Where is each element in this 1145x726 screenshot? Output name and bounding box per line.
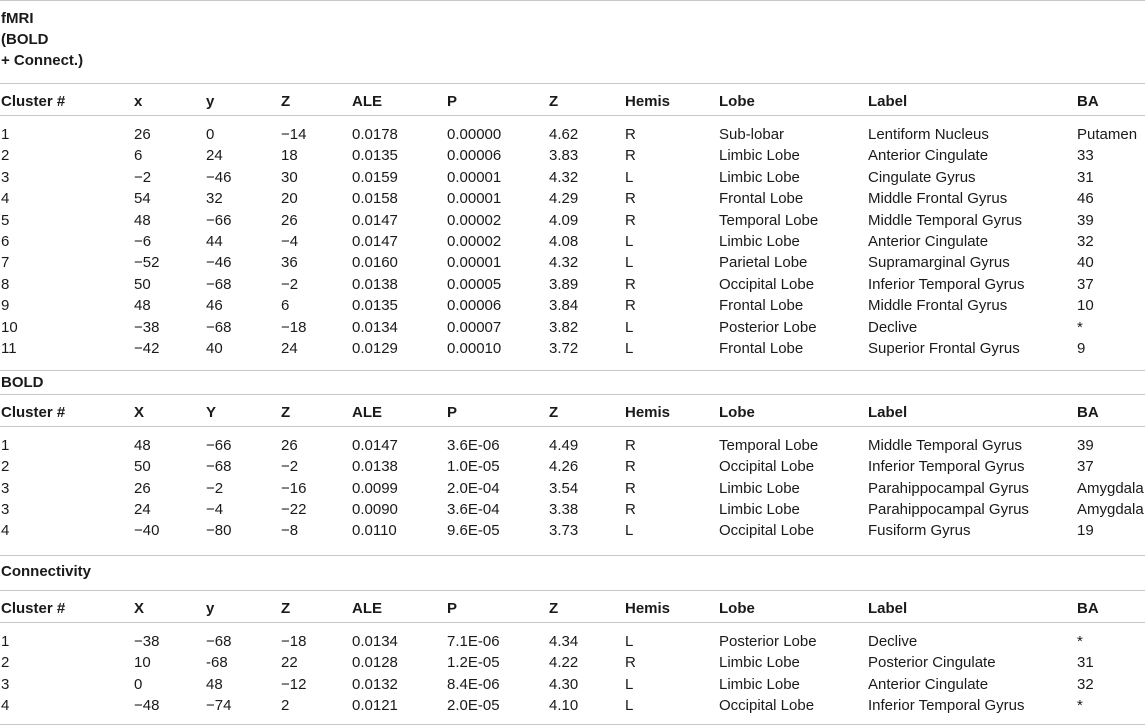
- table-cell: 4.32: [549, 168, 579, 186]
- table-cell: −2: [281, 275, 299, 293]
- table-cell: Declive: [868, 318, 918, 336]
- column-header: y: [206, 93, 215, 110]
- table-cell: Lentiform Nucleus: [868, 126, 989, 143]
- table-cell: L: [625, 233, 634, 250]
- table-cell: 32: [1077, 675, 1094, 693]
- table-cell: 3: [1, 168, 10, 186]
- table-cell: 0.0129: [352, 340, 398, 357]
- column-header: Lobe: [719, 404, 755, 421]
- table-cell: 32: [206, 190, 223, 208]
- table-cell: 0: [134, 675, 143, 693]
- table-cell: 3.54: [549, 479, 579, 497]
- table-cell: Middle Temporal Gyrus: [868, 437, 1022, 454]
- table-cell: Middle Frontal Gyrus: [868, 190, 1008, 208]
- table-cell: 0.0147: [352, 211, 398, 229]
- table-cell: 3.73: [549, 522, 579, 539]
- table-cell: R: [625, 654, 636, 672]
- table-cell: 37: [1077, 458, 1094, 476]
- table-cell: −66: [206, 437, 232, 454]
- table-cell: 0.0159: [352, 168, 398, 186]
- table-cell: 8.4E-06: [447, 675, 500, 693]
- column-header: Z: [281, 404, 291, 421]
- table-cell: −38: [134, 318, 160, 336]
- table-cell: 32: [1077, 233, 1094, 250]
- table-cell: 24: [281, 340, 298, 357]
- table-cell: Occipital Lobe: [719, 696, 815, 714]
- table-cell: 3.38: [549, 500, 579, 518]
- header-bottom-rule: [0, 622, 1145, 623]
- table-cell: −4: [281, 233, 299, 250]
- table-cell: 7: [1, 254, 10, 272]
- header-bottom-rule: [0, 115, 1145, 116]
- table-cell: 0.0090: [352, 500, 398, 518]
- table-cell: 0.00002: [447, 211, 502, 229]
- table-cell: 6: [281, 297, 290, 315]
- table-cell: 50: [134, 458, 151, 476]
- table-cell: L: [625, 675, 634, 693]
- table-cell: 6: [1, 233, 10, 250]
- table-cell: 0.00006: [447, 297, 502, 315]
- table-cell: L: [625, 318, 634, 336]
- table-cell: *: [1077, 696, 1083, 714]
- table-cell: L: [625, 696, 634, 714]
- table-cell: 40: [206, 340, 223, 357]
- table-cell: 0.0147: [352, 437, 398, 454]
- table-cell: Limbic Lobe: [719, 675, 800, 693]
- table-cell: 0.0134: [352, 318, 398, 336]
- table-cell: 26: [281, 437, 298, 454]
- table-cell: 2: [1, 458, 10, 476]
- column-header: Cluster #: [1, 404, 66, 421]
- table-cell: Limbic Lobe: [719, 479, 800, 497]
- table-cell: 11: [1, 340, 17, 357]
- table-cell: 0: [206, 126, 215, 143]
- column-header: ALE: [352, 93, 382, 110]
- table-cell: −68: [206, 275, 232, 293]
- column-header: Z: [281, 600, 291, 617]
- table-cell: −80: [206, 522, 232, 539]
- table-cell: 0.00005: [447, 275, 502, 293]
- table-cell: 33: [1077, 147, 1094, 165]
- table-cell: 46: [206, 297, 223, 315]
- table-cell: 4.34: [549, 633, 579, 650]
- table-cell: 0.00001: [447, 190, 502, 208]
- header-top-rule: [0, 590, 1145, 591]
- table-cell: L: [625, 633, 634, 650]
- table-cell: 3: [1, 479, 10, 497]
- table-cell: R: [625, 275, 636, 293]
- table-cell: -68: [206, 654, 228, 672]
- table-cell: 50: [134, 275, 151, 293]
- table-cell: 24: [134, 500, 151, 518]
- table-cell: 0.0132: [352, 675, 398, 693]
- table-cell: Anterior Cingulate: [868, 147, 989, 165]
- table-cell: R: [625, 500, 636, 518]
- table-cell: 9: [1, 297, 10, 315]
- table-cell: *: [1077, 318, 1083, 336]
- table-cell: R: [625, 190, 636, 208]
- header-top-rule: [0, 83, 1145, 84]
- table-cell: 3.6E-04: [447, 500, 500, 518]
- table-cell: 39: [1077, 437, 1094, 454]
- table-cell: Inferior Temporal Gyrus: [868, 458, 1025, 476]
- table-cell: Parietal Lobe: [719, 254, 808, 272]
- table-cell: 2.0E-05: [447, 696, 500, 714]
- table-cell: 0.0147: [352, 233, 398, 250]
- table-cell: Limbic Lobe: [719, 147, 800, 165]
- table-cell: 4.29: [549, 190, 579, 208]
- table-cell: −8: [281, 522, 299, 539]
- table-cell: Frontal Lobe: [719, 297, 804, 315]
- column-header: Z: [549, 404, 559, 421]
- table-cell: 0.0135: [352, 297, 398, 315]
- header-top-rule: [0, 394, 1145, 395]
- section-title: (BOLD: [1, 31, 49, 48]
- section-title: fMRI: [1, 10, 34, 27]
- table-cell: 8: [1, 275, 10, 293]
- table-cell: R: [625, 211, 636, 229]
- column-header: Lobe: [719, 600, 755, 617]
- table-cell: Limbic Lobe: [719, 233, 800, 250]
- table-cell: 1: [1, 126, 10, 143]
- table-cell: 0.0128: [352, 654, 398, 672]
- table-cell: −4: [206, 500, 224, 518]
- table-cell: 31: [1077, 654, 1094, 672]
- section-title: BOLD: [1, 374, 44, 391]
- table-cell: 3.89: [549, 275, 579, 293]
- table-cell: 4.62: [549, 126, 579, 143]
- table-cell: L: [625, 254, 634, 272]
- table-cell: −12: [281, 675, 307, 693]
- column-header: Label: [868, 600, 908, 617]
- table-cell: 18: [281, 147, 298, 165]
- table-cell: 44: [206, 233, 223, 250]
- table-cell: Occipital Lobe: [719, 275, 815, 293]
- table-cell: Middle Temporal Gyrus: [868, 211, 1022, 229]
- table-cell: 4.08: [549, 233, 579, 250]
- table-cell: −48: [134, 696, 160, 714]
- table-cell: Temporal Lobe: [719, 437, 819, 454]
- table-cell: Fusiform Gyrus: [868, 522, 971, 539]
- column-header: Hemis: [625, 93, 671, 110]
- column-header: y: [206, 600, 215, 617]
- table-cell: R: [625, 458, 636, 476]
- table-cell: L: [625, 522, 634, 539]
- table-cell: 9.6E-05: [447, 522, 500, 539]
- table-cell: Limbic Lobe: [719, 654, 800, 672]
- table-cell: −2: [206, 479, 224, 497]
- table-cell: 2: [281, 696, 290, 714]
- table-cell: −68: [206, 318, 232, 336]
- table-cell: 0.0138: [352, 458, 398, 476]
- section-top-rule: [0, 370, 1145, 371]
- table-cell: 0.00001: [447, 254, 502, 272]
- table-cell: R: [625, 437, 636, 454]
- column-header: Z: [549, 600, 559, 617]
- table-cell: −14: [281, 126, 307, 143]
- table-cell: −38: [134, 633, 160, 650]
- table-cell: Parahippocampal Gyrus: [868, 479, 1029, 497]
- column-header: X: [134, 600, 145, 617]
- table-cell: 0.0134: [352, 633, 398, 650]
- table-cell: 0.00002: [447, 233, 502, 250]
- table-cell: −18: [281, 318, 307, 336]
- table-cell: 4.26: [549, 458, 579, 476]
- table-cell: 3.82: [549, 318, 579, 336]
- table-cell: −46: [206, 254, 232, 272]
- table-cell: 5: [1, 211, 10, 229]
- column-header: Lobe: [719, 93, 755, 110]
- table-cell: 0.0160: [352, 254, 398, 272]
- table-cell: Temporal Lobe: [719, 211, 819, 229]
- section-top-rule: [0, 555, 1145, 556]
- table-cell: Anterior Cingulate: [868, 675, 989, 693]
- table-cell: 0.00006: [447, 147, 502, 165]
- column-header: ALE: [352, 600, 382, 617]
- column-header: Label: [868, 404, 908, 421]
- table-cell: Amygdala: [1077, 479, 1144, 497]
- column-header: Z: [281, 93, 291, 110]
- table-cell: 0.0099: [352, 479, 398, 497]
- table-cell: −18: [281, 633, 307, 650]
- column-header: Z: [549, 93, 559, 110]
- table-cell: 10: [134, 654, 151, 672]
- table-cell: 36: [281, 254, 298, 272]
- table-cell: *: [1077, 633, 1083, 650]
- table-cell: 2: [1, 147, 10, 165]
- table-cell: 10: [1, 318, 18, 336]
- table-cell: 0.00010: [447, 340, 502, 357]
- table-cell: Posterior Lobe: [719, 318, 817, 336]
- table-cell: −52: [134, 254, 160, 272]
- table-cell: 9: [1077, 340, 1086, 357]
- table-cell: R: [625, 147, 636, 165]
- table-cell: Occipital Lobe: [719, 522, 815, 539]
- column-header: ALE: [352, 404, 382, 421]
- table-cell: 24: [206, 147, 223, 165]
- table-cell: 1: [1, 633, 10, 650]
- table-cell: −74: [206, 696, 232, 714]
- table-cell: −2: [134, 168, 152, 186]
- table-cell: −22: [281, 500, 307, 518]
- column-header: Label: [868, 93, 908, 110]
- table-cell: 48: [134, 211, 151, 229]
- section-title: + Connect.): [1, 52, 84, 69]
- section-title: Connectivity: [1, 563, 92, 580]
- table-cell: 3.72: [549, 340, 579, 357]
- column-header: x: [134, 93, 143, 110]
- column-header: X: [134, 404, 145, 421]
- table-cell: −66: [206, 211, 232, 229]
- table-cell: R: [625, 479, 636, 497]
- table-cell: 26: [134, 126, 151, 143]
- column-header: Hemis: [625, 600, 671, 617]
- table-cell: 0.0158: [352, 190, 398, 208]
- table-cell: −68: [206, 458, 232, 476]
- column-header: P: [447, 404, 458, 421]
- column-header: P: [447, 600, 458, 617]
- column-header: BA: [1077, 93, 1099, 110]
- table-cell: Occipital Lobe: [719, 458, 815, 476]
- table-cell: 39: [1077, 211, 1094, 229]
- column-header: P: [447, 93, 458, 110]
- table-cell: 26: [134, 479, 151, 497]
- table-cell: Sub-lobar: [719, 126, 785, 143]
- table-cell: 2.0E-04: [447, 479, 500, 497]
- table-cell: Inferior Temporal Gyrus: [868, 696, 1025, 714]
- table-bottom-rule: [0, 724, 1145, 725]
- table-cell: 4: [1, 522, 10, 539]
- table-cell: 4: [1, 190, 10, 208]
- column-header: BA: [1077, 600, 1099, 617]
- table-cell: 22: [281, 654, 298, 672]
- table-cell: 31: [1077, 168, 1094, 186]
- table-cell: 10: [1077, 297, 1094, 315]
- table-cell: 4.30: [549, 675, 579, 693]
- table-cell: 3: [1, 675, 10, 693]
- table-cell: L: [625, 168, 634, 186]
- table-cell: Cingulate Gyrus: [868, 168, 976, 186]
- table-cell: −42: [134, 340, 160, 357]
- column-header: Hemis: [625, 404, 671, 421]
- table-cell: Amygdala: [1077, 500, 1144, 518]
- table-cell: 3.84: [549, 297, 579, 315]
- table-cell: 7.1E-06: [447, 633, 500, 650]
- table-cell: 4.22: [549, 654, 579, 672]
- table-cell: 1.2E-05: [447, 654, 500, 672]
- table-cell: Parahippocampal Gyrus: [868, 500, 1029, 518]
- table-cell: 20: [281, 190, 298, 208]
- table-cell: 19: [1077, 522, 1094, 539]
- table-cell: 4.49: [549, 437, 579, 454]
- header-bottom-rule: [0, 426, 1145, 427]
- table-cell: 48: [134, 437, 151, 454]
- table-cell: 1: [1, 437, 10, 454]
- table-cell: −6: [134, 233, 152, 250]
- table-cell: 0.00001: [447, 168, 502, 186]
- table-cell: Putamen: [1077, 126, 1138, 143]
- table-cell: Limbic Lobe: [719, 500, 800, 518]
- table-cell: 46: [1077, 190, 1094, 208]
- table-cell: 0.0110: [352, 522, 397, 539]
- table-cell: Supramarginal Gyrus: [868, 254, 1010, 272]
- table-cell: 4.10: [549, 696, 579, 714]
- table-cell: −16: [281, 479, 307, 497]
- table-cell: R: [625, 297, 636, 315]
- table-cell: 0.0121: [352, 696, 398, 714]
- table-cell: 2: [1, 654, 10, 672]
- table-cell: 37: [1077, 275, 1094, 293]
- table-cell: −46: [206, 168, 232, 186]
- section-top-rule: [0, 0, 1145, 1]
- table-cell: 3: [1, 500, 10, 518]
- table-cell: Anterior Cingulate: [868, 233, 989, 250]
- table-cell: Middle Frontal Gyrus: [868, 297, 1008, 315]
- table-cell: L: [625, 340, 634, 357]
- table-cell: 4.32: [549, 254, 579, 272]
- table-cell: Posterior Lobe: [719, 633, 817, 650]
- table-cell: 1.0E-05: [447, 458, 500, 476]
- table-cell: 6: [134, 147, 143, 165]
- table-cell: Declive: [868, 633, 918, 650]
- table-cell: 26: [281, 211, 298, 229]
- column-header: Cluster #: [1, 600, 66, 617]
- table-cell: 0.00000: [447, 126, 502, 143]
- table-cell: 3.83: [549, 147, 579, 165]
- column-header: BA: [1077, 404, 1099, 421]
- table-cell: 54: [134, 190, 151, 208]
- column-header: Cluster #: [1, 93, 66, 110]
- table-cell: 0.0178: [352, 126, 398, 143]
- column-header: Y: [206, 404, 217, 421]
- table-cell: Limbic Lobe: [719, 168, 800, 186]
- table-cell: Inferior Temporal Gyrus: [868, 275, 1025, 293]
- table-cell: 4.09: [549, 211, 579, 229]
- table-cell: 4: [1, 696, 10, 714]
- table-cell: Frontal Lobe: [719, 190, 804, 208]
- table-cell: 48: [206, 675, 223, 693]
- table-cell: −2: [281, 458, 299, 476]
- table-cell: −40: [134, 522, 160, 539]
- table-cell: 30: [281, 168, 298, 186]
- table-cell: 0.00007: [447, 318, 502, 336]
- table-cell: Superior Frontal Gyrus: [868, 340, 1020, 357]
- table-cell: Frontal Lobe: [719, 340, 804, 357]
- table-cell: R: [625, 126, 636, 143]
- table-cell: 48: [134, 297, 151, 315]
- table-cell: −68: [206, 633, 232, 650]
- table-cell: 40: [1077, 254, 1094, 272]
- table-cell: Posterior Cingulate: [868, 654, 996, 672]
- table-cell: 0.0138: [352, 275, 398, 293]
- table-cell: 0.0135: [352, 147, 398, 165]
- table-cell: 3.6E-06: [447, 437, 500, 454]
